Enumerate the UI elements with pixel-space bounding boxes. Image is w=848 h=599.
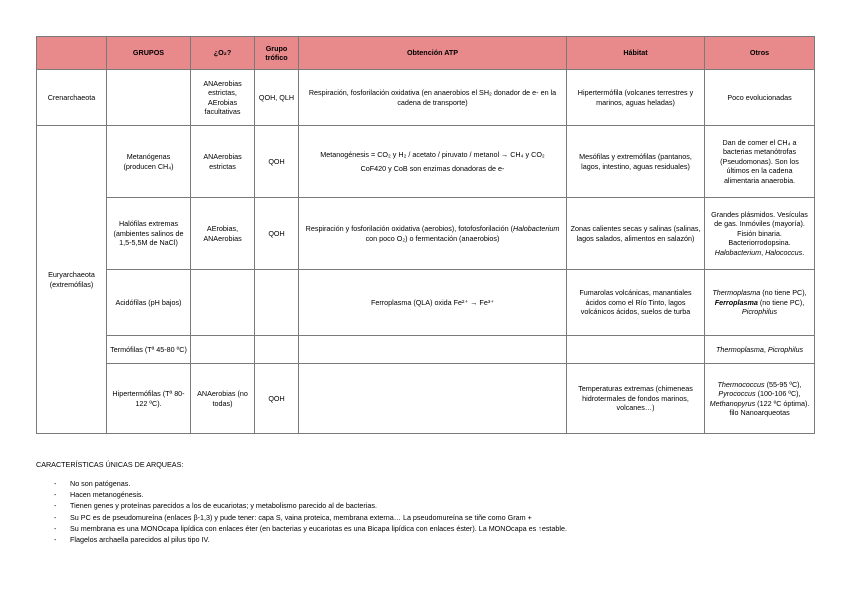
- cell-trophic: QOH: [255, 364, 299, 434]
- table-row-halofilas: [37, 198, 815, 270]
- cell-other: [705, 336, 815, 364]
- cell-group: Termófilas (Tª 45-80 ºC): [107, 336, 191, 364]
- list-item: - No son patógenas.: [36, 478, 567, 489]
- cell-trophic: [255, 270, 299, 336]
- other-italic-1: Halobacterium: [714, 247, 762, 257]
- cell-atp: [299, 336, 567, 364]
- header-grupos: GRUPOS: [107, 37, 191, 70]
- table-row-acidofilas: [37, 270, 815, 336]
- other-italic-3: Picrophilus: [741, 307, 778, 317]
- cell-trophic: QOH, QLH: [255, 70, 299, 126]
- phylum-euryarchaeota: Euryarchaeota (extremófilas): [37, 126, 107, 434]
- cell-o2: ANAerobias (no todas): [191, 364, 255, 434]
- cell-group: Acidófilas (pH bajos): [107, 270, 191, 336]
- cell-group: Halófilas extremas (ambientes salinos de 1,5-5,5M de NaCl): [107, 198, 191, 270]
- other-rest-1: (55-95 ºC),: [764, 379, 802, 389]
- cell-habitat: Temperaturas extremas (chimeneas hidrotermales de fondos marinos, volcanes…): [567, 364, 705, 434]
- other-italic-1: Thermococcus: [717, 379, 765, 389]
- other-end: .: [802, 247, 805, 257]
- atp-text-pre: Respiración y fosforilación oxidativa (aerobios), fotofosforilación (: [305, 224, 513, 233]
- atp-line-2: CoF420 y CoB son enzimas donadoras de e-: [360, 164, 505, 173]
- other-rest-2: (100-106 ºC),: [755, 389, 801, 398]
- other-rest-2: (no tiene PC),: [757, 297, 805, 307]
- cell-habitat: Mesófilas y extremófilas (pantanos, lagos, intestino, aguas residuales): [567, 126, 705, 198]
- cell-atp: [299, 126, 567, 198]
- cell-atp: [299, 198, 567, 270]
- cell-other: Poco evolucionadas: [705, 70, 815, 126]
- cell-habitat: [567, 336, 705, 364]
- cell-trophic: [255, 336, 299, 364]
- atp-text-italic: Halobacterium: [513, 224, 560, 233]
- other-italic-2: Halococcus: [765, 247, 803, 257]
- phylum-crenarchaeota: Crenarchaeota: [37, 70, 107, 126]
- archaea-table: [36, 36, 815, 434]
- cell-other: [705, 198, 815, 270]
- table-row-crenarchaeota: [37, 70, 815, 126]
- other-italic-3: Methanopyrus: [709, 398, 756, 408]
- cell-other: Dan de comer el CH₄ a bacterias metanótrofas (Pseudomonas). Son los últimos en la cadena alimentaria anaerobia.: [705, 126, 815, 198]
- cell-group: Metanógenas (producen CH₄): [107, 126, 191, 198]
- cell-o2: ANAerobias estrictas: [191, 126, 255, 198]
- list-item: - Tienen genes y proteínas parecidos a los de eucariotas; y metabolismo parecido al de bacterias.: [36, 500, 567, 511]
- other-sep: ,: [761, 247, 766, 257]
- list-item: - Su PC es de pseudomureína (enlaces β-1,3) y pude tener: capa S, vaina proteica, membrana externa… La pseudomureína se tiñe como Gram +: [36, 512, 567, 523]
- other-italic-2: Pyrococcus: [718, 389, 756, 398]
- header-otros: Otros: [705, 37, 815, 70]
- list-item: - Flagelos archaella parecidos al pilus tipo IV.: [36, 534, 567, 545]
- list-item: - Su membrana es una MONOcapa lipídica con enlaces éter (en bacterias y eucariotas es una Bicapa lipídica con enlaces éster). La MONOcapa es ↑estable.: [36, 523, 567, 534]
- other-italic-2: Ferroplasma: [714, 297, 758, 307]
- cell-o2: ANAerobias estrictas, AErobias facultativas: [191, 70, 255, 126]
- cell-habitat: Fumarolas volcánicas, manantiales ácidos como el Río Tinto, lagos volcánicos ácidos, suelos de turba: [567, 270, 705, 336]
- cell-habitat: Hipertermófila (volcanes terrestres y marinos, aguas heladas): [567, 70, 705, 126]
- atp-text-post: con poco O₂) o fermentación (anaerobios): [365, 233, 500, 243]
- header-grupo-trofico: Grupo trófico: [255, 37, 299, 70]
- cell-habitat: Zonas calientes secas y salinas (salinas, lagos salados, alimentos en salazón): [567, 198, 705, 270]
- cell-group: Hipertermófilas (Tª 80-122 ºC).: [107, 364, 191, 434]
- cell-atp: [299, 364, 567, 434]
- atp-line-1: Metanogénesis = CO₂ y H₂ / acetato / piruvato / metanol → CH₄ y CO₂: [320, 149, 545, 159]
- other-italic-2: Picrophilus: [767, 344, 804, 354]
- list-item: - Hacen metanogénesis.: [36, 489, 567, 500]
- other-line-4: filo Nanoarqueotas: [729, 408, 790, 417]
- cell-atp: Respiración, fosforilación oxidativa (en anaerobios el SH₂ donador de e- en la cadena de transporte): [299, 70, 567, 126]
- characteristics-section: [36, 460, 567, 545]
- table-row-termofilas: [37, 336, 815, 364]
- table-header-row: [37, 37, 815, 70]
- cell-trophic: QOH: [255, 198, 299, 270]
- header-o2: ¿O₂?: [191, 37, 255, 70]
- other-text-pre: Grandes plásmidos. Vesículas de gas. Inmóviles (mayoría). Fisión binaria. Bacteriorrodopsina.: [711, 209, 808, 248]
- header-habitat: Hábitat: [567, 37, 705, 70]
- cell-o2: [191, 336, 255, 364]
- header-empty: [37, 37, 107, 70]
- other-italic-1: Thermoplasma: [712, 288, 761, 298]
- other-italic-1: Thermoplasma: [715, 344, 764, 354]
- cell-other: [705, 270, 815, 336]
- table-row-metanogenas: [37, 126, 815, 198]
- table-row-hipertermofilas: [37, 364, 815, 434]
- cell-o2: AErobias, ANAerobias: [191, 198, 255, 270]
- characteristics-list: [36, 478, 567, 545]
- cell-atp: Ferroplasma (QLA) oxida Fe²⁺ → Fe³⁺: [299, 270, 567, 336]
- other-rest-3: (122 ºC óptima).: [755, 398, 810, 408]
- cell-group: [107, 70, 191, 126]
- cell-trophic: QOH: [255, 126, 299, 198]
- cell-other: [705, 364, 815, 434]
- characteristics-title: CARACTERÍSTICAS ÚNICAS DE ARQUEAS:: [36, 460, 184, 469]
- header-obtencion-atp: Obtención ATP: [299, 37, 567, 70]
- cell-o2: [191, 270, 255, 336]
- other-rest-1: (no tiene PC),: [760, 288, 807, 298]
- other-sep: ,: [763, 344, 768, 354]
